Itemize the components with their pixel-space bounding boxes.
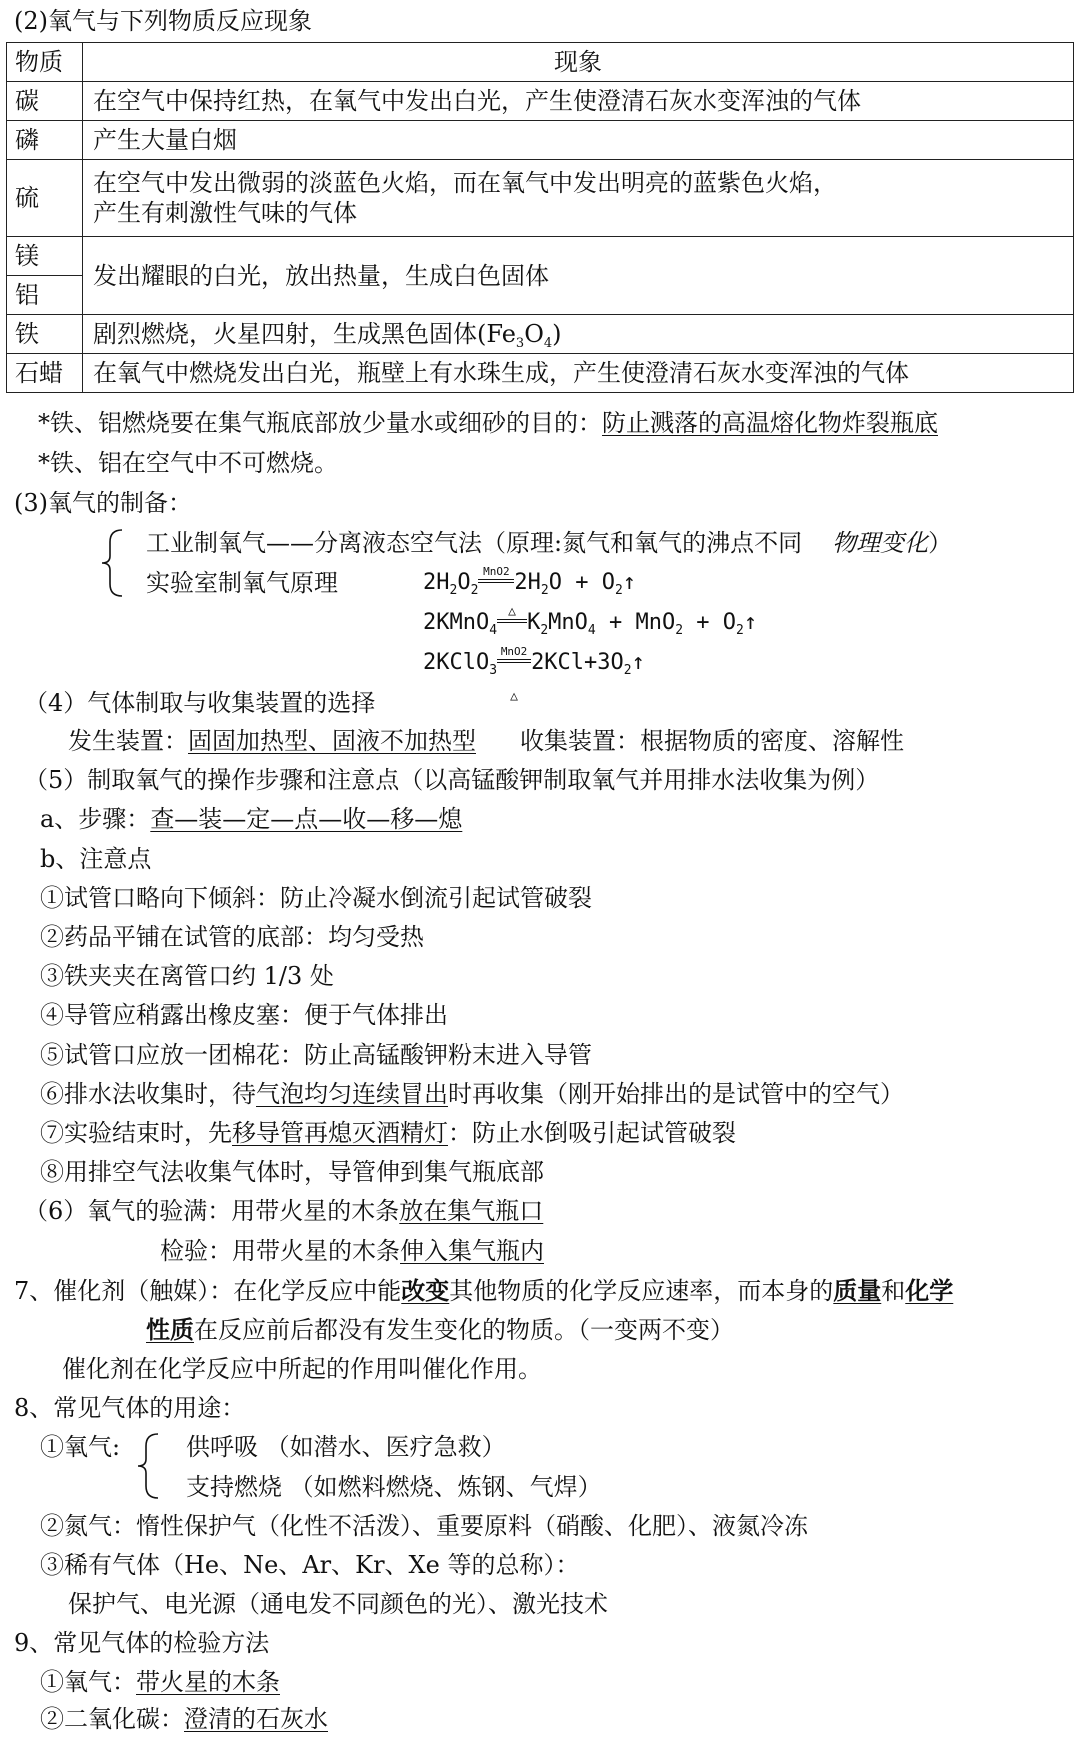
section-title-9: 9、常见气体的检验方法 (14, 1629, 270, 1657)
phenomenon-line: 在空气中发出微弱的淡蓝色火焰，而在氧气中发出明亮的蓝紫色火焰， (93, 169, 837, 197)
cell-substance: 铁 (7, 315, 83, 354)
oxygen-full-check: （6）氧气的验满：用带火星的木条放在集气瓶口 (24, 1197, 544, 1225)
section-title-5: （5）制取氧气的操作步骤和注意点（以高锰酸钾制取氧气并用排水法收集为例） (24, 766, 880, 794)
table-row (7, 82, 1074, 121)
cell-substance: 石蜡 (7, 354, 83, 393)
cell-phenomenon (83, 160, 1074, 237)
brace-icon (136, 1432, 160, 1500)
list-item: ⑥排水法收集时，待气泡均匀连续冒出时再收集（刚开始排出的是试管中的空气） (40, 1080, 904, 1108)
list-item: ⑤试管口应放一团棉花：防止高锰酸钾粉末进入导管 (40, 1041, 592, 1069)
cell-substance: 镁 (7, 237, 83, 276)
list-item: ④导管应稍露出橡皮塞：便于气体排出 (40, 1001, 448, 1029)
oxygen-test: 检验：用带火星的木条伸入集气瓶内 (160, 1237, 544, 1265)
rare-gas-uses: 保护气、电光源（通电发不同颜色的光）、激光技术 (68, 1590, 608, 1618)
cell-phenomenon: 产生大量白烟 (83, 121, 1074, 160)
heat-condition: △ (497, 606, 527, 623)
header-substance: 物质 (7, 43, 83, 82)
list-item: ②药品平铺在试管的底部：均匀受热 (40, 923, 424, 951)
cell-substance: 硫 (7, 160, 83, 237)
catalyst-condition: MnO2 (478, 566, 514, 583)
lab-principle: 实验室制氧气原理 (146, 569, 338, 597)
cell-phenomenon: 剧烈燃烧，火星四射，生成黑色固体$(Fe_3O_4)$ (83, 315, 1074, 354)
oxygen-uses-label: ①氧气: (40, 1433, 121, 1461)
catalysis-note: 催化剂在化学反应中所起的作用叫催化作用。 (62, 1355, 542, 1383)
oxygen-use-breathing: 供呼吸 （如潜水、医疗急救） (186, 1433, 506, 1461)
equation-h2o2: $2H_2O_2$ MnO2 $2H_2O$ + $O_2↑$ (423, 565, 637, 598)
cell-phenomenon: 在空气中保持红热，在氧气中发出白光，产生使澄清石灰水变浑浊的气体 (83, 82, 1074, 121)
brace-icon (100, 528, 124, 598)
catalyst-heat-condition: MnO2 △ (497, 646, 531, 703)
cell-phenomenon: 发出耀眼的白光，放出热量，生成白色固体 (83, 237, 1074, 315)
notes-label: b、注意点 (40, 845, 152, 873)
section-title-3: (3)氧气的制备： (14, 489, 192, 517)
note-not-burn-air: *铁、铝在空气中不可燃烧。 (38, 449, 338, 477)
cell-substance: 碳 (7, 82, 83, 121)
steps-line: a、步骤：查—装—定—点—收—移—熄 (40, 805, 463, 833)
oxygen-detection: ①氧气：带火星的木条 (40, 1668, 280, 1696)
oxygen-use-combustion: 支持燃烧 （如燃料燃烧、炼钢、气焊） (186, 1473, 602, 1501)
list-item: ①试管口略向下倾斜：防止冷凝水倒流引起试管破裂 (40, 884, 592, 912)
apparatus-line: 发生装置：固固加热型、固液不加热型 收集装置：根据物质的密度、溶解性 (68, 727, 904, 755)
equation-kclo3: 2KClO$_3$ MnO2 △ $2KCl+3O_2↑$ (423, 645, 645, 704)
catalyst-definition: 7、催化剂（触媒）：在化学反应中能改变其他物质的化学反应速率，而本身的质量和化学 (14, 1276, 954, 1305)
table-row (7, 160, 1074, 237)
cell-phenomenon: 在氧气中燃烧发出白光，瓶壁上有水珠生成，产生使澄清石灰水变浑浊的气体 (83, 354, 1074, 393)
nitrogen-uses: ②氮气：惰性保护气（化性不活泼）、重要原料（硝酸、化肥）、液氮冷冻 (40, 1512, 808, 1540)
list-item: ③铁夹夹在离管口约 1/3 处 (40, 962, 334, 990)
section-title-2: (2)氧气与下列物质反应现象 (14, 7, 312, 35)
note-iron-aluminum: *铁、铝燃烧要在集气瓶底部放少量水或细砂的目的：防止溅落的高温熔化物炸裂瓶底 (38, 409, 938, 437)
table-header-row (7, 43, 1074, 82)
section-title-8: 8、常见气体的用途： (14, 1394, 246, 1422)
co2-detection: ②二氧化碳：澄清的石灰水 (40, 1705, 328, 1733)
list-item: ⑧用排空气法收集气体时，导管伸到集气瓶底部 (40, 1158, 544, 1186)
industrial-method: 工业制氧气——分离液态空气法（原理:氮气和氧气的沸点不同 物理变化） (146, 529, 953, 557)
catalyst-definition-cont: 性质在反应前后都没有发生变化的物质。（一变两不变） (146, 1315, 734, 1344)
rare-gas-title: ③稀有气体（He、Ne、Ar、Kr、Xe 等的总称）： (40, 1551, 580, 1579)
section-title-4: （4）气体制取与收集装置的选择 (24, 689, 376, 717)
reaction-table (6, 42, 1074, 393)
table-row (7, 121, 1074, 160)
cell-substance: 磷 (7, 121, 83, 160)
cell-substance: 铝 (7, 276, 83, 315)
table-row (7, 354, 1074, 393)
table-row (7, 237, 1074, 276)
equation-kmno4: 2KMnO$_4$ △ $K_2MnO_4 + MnO_2$ + $O_2↑$ (423, 604, 758, 638)
table-row (7, 315, 1074, 354)
header-phenomenon: 现象 (83, 43, 1074, 82)
phenomenon-line: 产生有刺激性气味的气体 (93, 199, 357, 227)
list-item: ⑦实验结束时，先移导管再熄灭酒精灯：防止水倒吸引起试管破裂 (40, 1119, 736, 1147)
